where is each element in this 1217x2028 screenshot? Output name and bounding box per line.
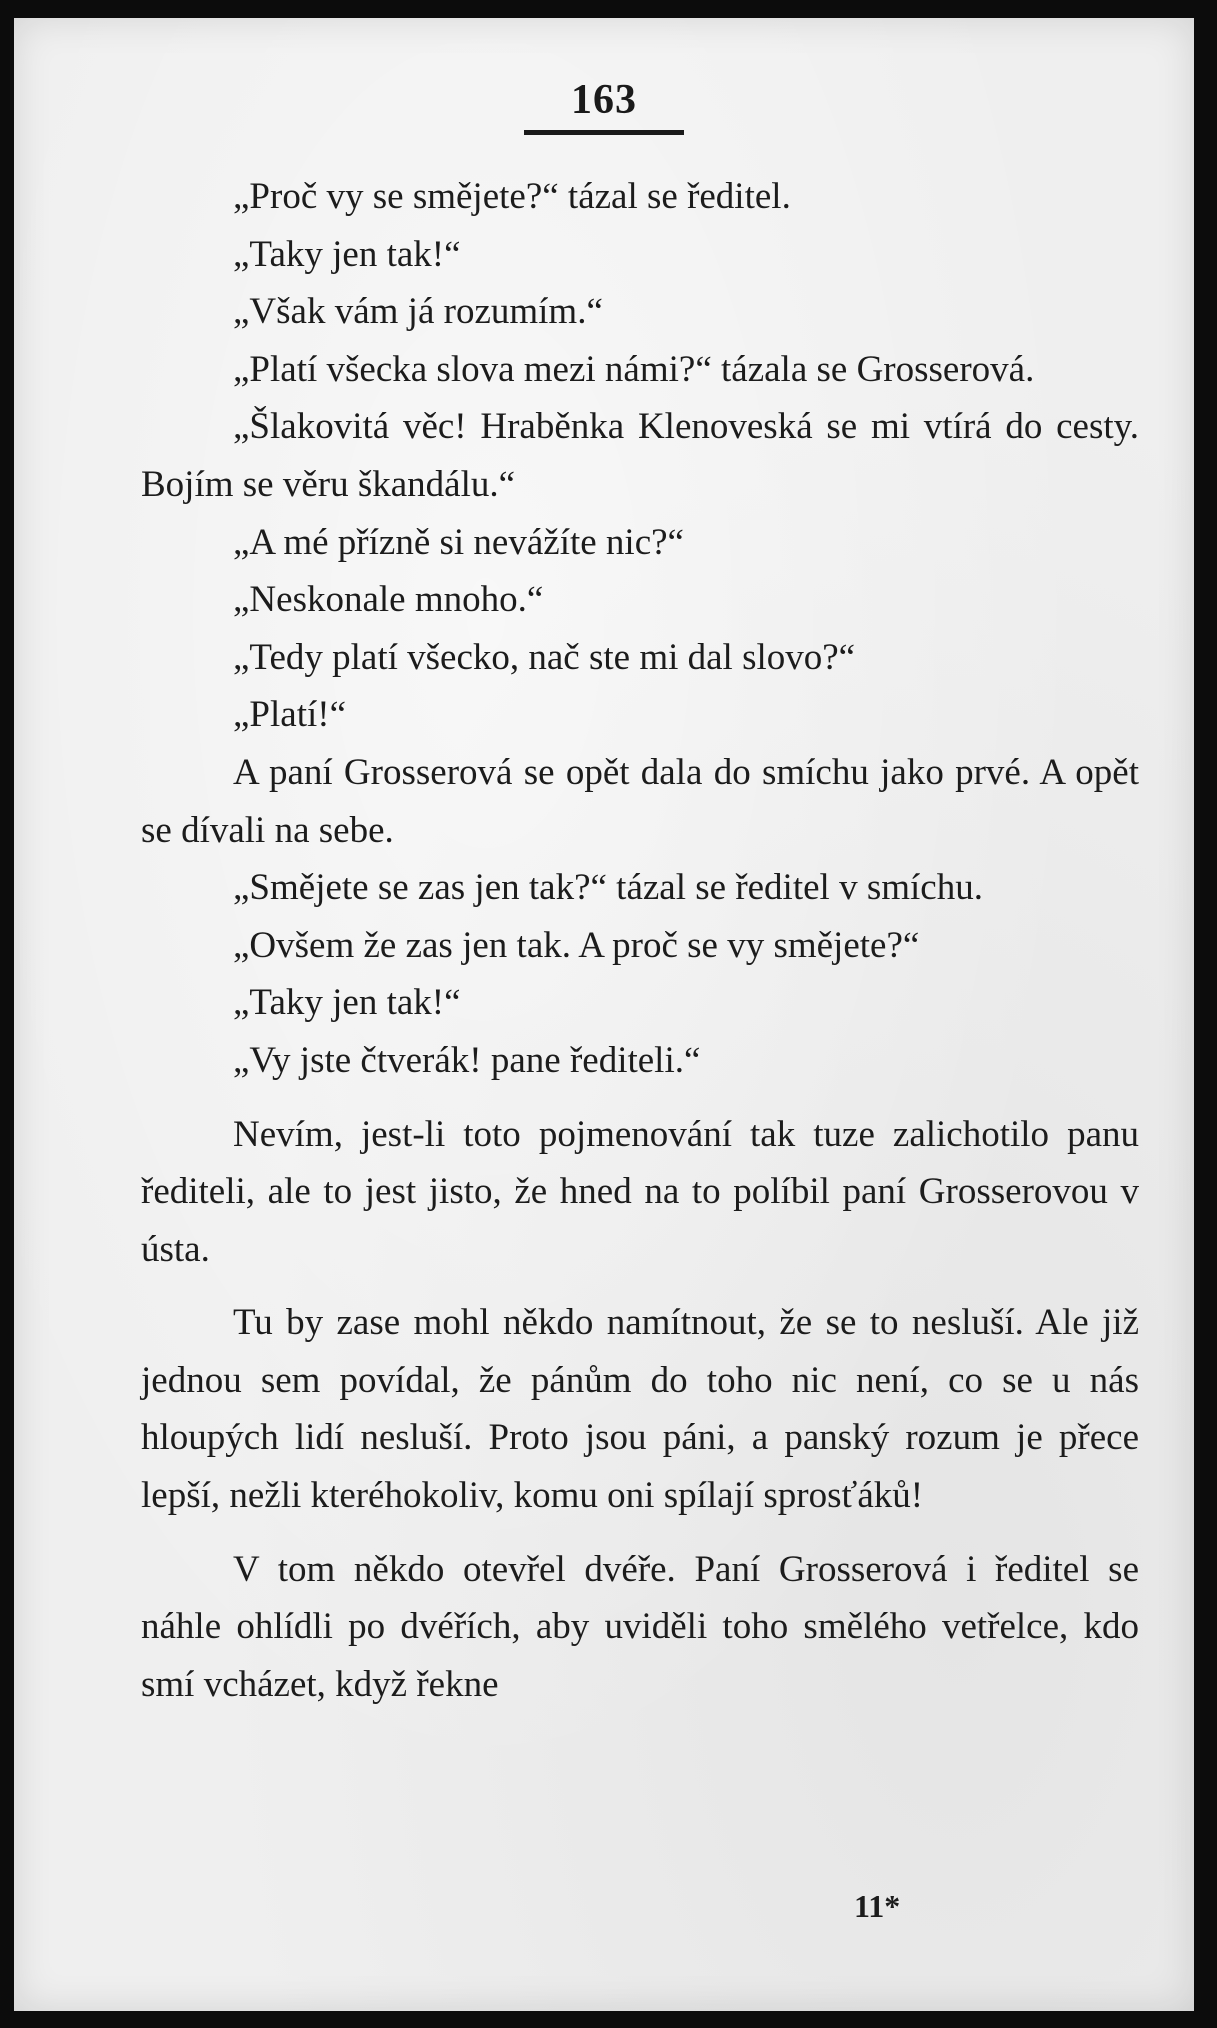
paragraph: A paní Grosserová se opět dala do smíchu jako prvé. A opět se dívali na sebe. — [141, 751, 1139, 851]
paragraph: „Taky jen tak!“ — [233, 982, 461, 1024]
signature-mark: 11* — [854, 1888, 901, 1924]
body-text — [141, 168, 1139, 1713]
paragraph: Tu by zase mohl někdo namítnout, že se to nesluší. Ale již jednou sem povídal, že pánům do toho nic není, co se u nás hloupých lidí nesluší. Proto jsou páni, a panský rozum je přece lepší, nežli kteréhokoliv, komu oni spílají sprosťáků! — [141, 1302, 1139, 1517]
paragraph: „Smějete se zas jen tak?“ tázal se ředitel v smíchu. — [233, 867, 983, 909]
paragraph: „Ovšem že zas jen tak. A proč se vy smějete?“ — [233, 924, 920, 966]
paragraph: Nevím, jest-li toto pojmenování tak tuze zalichotilo panu řediteli, ale to jest jisto, že hned na to políbil paní Grosserovou v ústa. — [141, 1113, 1139, 1270]
paragraph: V tom někdo otevřel dvéře. Paní Grosserová i ředitel se náhle ohlídli po dvéřích, aby uviděli toho smělého vetřelce, kdo smí vcházet, když řekne — [141, 1548, 1139, 1705]
paragraph: „Však vám já rozumím.“ — [233, 291, 603, 333]
paragraph: „Vy jste čtverák! pane řediteli.“ — [233, 1039, 701, 1081]
paragraph: „Neskonale mnoho.“ — [233, 579, 544, 621]
paragraph: „Platí!“ — [233, 694, 347, 736]
paragraph: „Platí všecka slova mezi námi?“ tázala se Grosserová. — [233, 348, 1035, 390]
book-page — [14, 18, 1194, 2011]
paragraph: „Tedy platí všecko, nač ste mi dal slovo?“ — [233, 636, 856, 678]
paragraph: „A mé přízně si nevážíte nic?“ — [233, 521, 684, 563]
page-number: 163 — [571, 77, 637, 123]
paragraph: „Taky jen tak!“ — [233, 233, 461, 275]
header-rule — [524, 130, 684, 135]
paragraph: „Šlakovitá věc! Hraběnka Klenoveská se mi vtírá do cesty. Bojím se věru škandálu.“ — [141, 406, 1139, 505]
paragraph: „Proč vy se smějete?“ tázal se ředitel. — [233, 176, 791, 217]
page-header — [14, 76, 1194, 135]
